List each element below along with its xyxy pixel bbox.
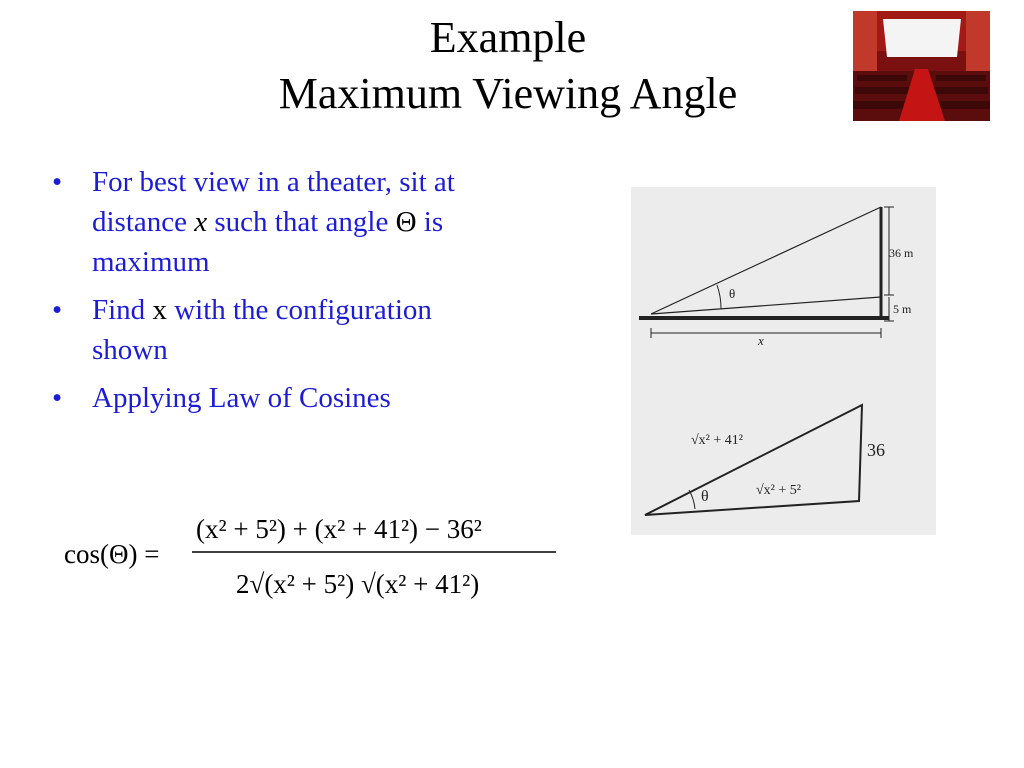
slide-title: [150, 10, 866, 122]
law-of-cosines-formula: [60, 505, 580, 615]
title-line-1: Example: [429, 13, 587, 62]
label-theta-top: θ: [729, 286, 736, 301]
formula-numerator: (x² + 5²) + (x² + 41²) − 36²: [196, 514, 482, 544]
title-line-2: Maximum Viewing Angle: [278, 69, 738, 118]
label-x: x: [758, 333, 764, 348]
theater-geometry-figure: [631, 187, 936, 535]
formula-lhs: cos(Θ) =: [64, 539, 160, 569]
label-side-36: 36: [867, 440, 885, 460]
label-base: √x² + 5²: [756, 483, 801, 498]
theater-photo: [853, 11, 990, 121]
bullet-item: • Applying Law of Cosines: [52, 382, 391, 414]
formula-denominator: 2√(x² + 5²) √(x² + 41²): [236, 569, 480, 599]
label-5m: 5 m: [893, 302, 912, 316]
bullet-item: • For best view in a theater, sit at distance x such that angle Θ is maximum: [52, 166, 455, 278]
label-theta-bottom: θ: [701, 488, 709, 505]
bullet-list: [52, 162, 482, 426]
label-36m: 36 m: [889, 246, 914, 260]
bullet-item: • Find x with the configuration shown: [52, 294, 432, 366]
label-hyp: √x² + 41²: [691, 433, 743, 448]
